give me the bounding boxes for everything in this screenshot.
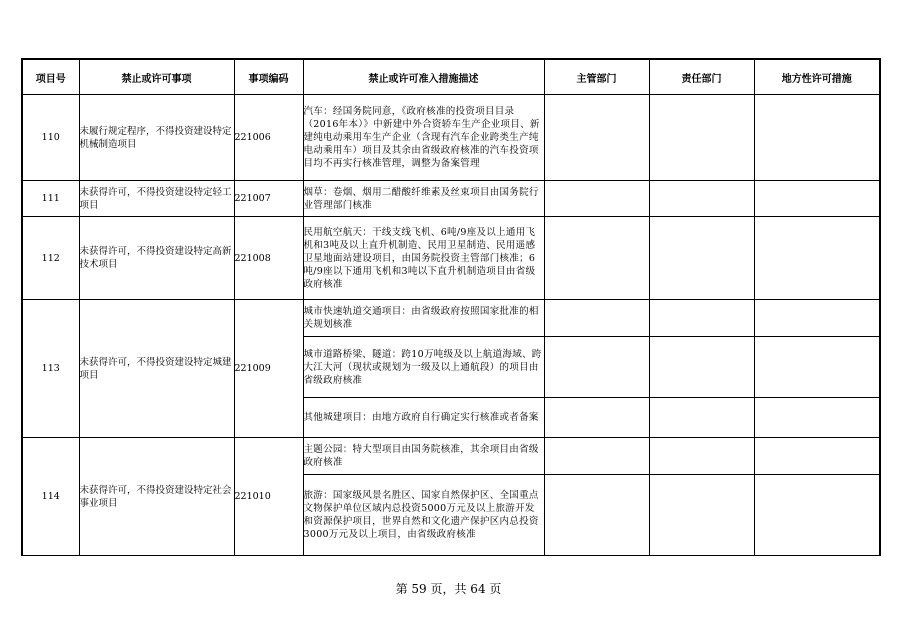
item-description: 旅游：国家级风景名胜区、国家自然保护区、全国重点文物保护单位区域内总投资5000万元及以上旅游开发和资源保护项目，世界自然和文化遗产保护区内总投资3000万元及以上项目，由省级政府核准 [303, 475, 544, 556]
responsible-dept-cell [649, 95, 754, 181]
table-row [22, 181, 880, 217]
responsible-dept-cell [649, 475, 754, 556]
responsible-dept-cell [649, 398, 754, 438]
table-row [22, 217, 880, 300]
competent-dept-cell [544, 475, 649, 556]
item-code: 221006 [234, 95, 303, 181]
competent-dept-cell [544, 95, 649, 181]
measures-table [21, 58, 881, 556]
header-item-number: 项目号 [22, 59, 79, 95]
header-description: 禁止或许可准入措施描述 [303, 59, 544, 95]
local-measures-cell [754, 337, 880, 398]
table-row [22, 300, 880, 337]
item-name: 未获得许可，不得投资建设特定高新技术项目 [79, 217, 234, 300]
competent-dept-cell [544, 337, 649, 398]
item-name: 未获得许可，不得投资建设特定城建项目 [79, 300, 234, 438]
item-number: 114 [22, 438, 79, 556]
header-row [22, 59, 880, 95]
table-row [22, 95, 880, 181]
item-code: 221008 [234, 217, 303, 300]
header-code: 事项编码 [234, 59, 303, 95]
local-measures-cell [754, 300, 880, 337]
local-measures-cell [754, 398, 880, 438]
responsible-dept-cell [649, 181, 754, 217]
item-description: 汽车：经国务院同意，《政府核准的投资项目目录（2016年本）》中新建中外合资轿车生产企业项目、新建纯电动乘用车生产企业（含现有汽车企业跨类生产纯电动乘用车）项目及其余由省级政府核准的汽车投资项目均不再实行核准管理，调整为备案管理 [303, 95, 544, 181]
item-number: 113 [22, 300, 79, 438]
header-responsible-dept: 责任部门 [649, 59, 754, 95]
item-description: 民用航空航天：干线支线飞机、6吨/9座及以上通用飞机和3吨及以上直升机制造、民用卫星制造、民用遥感卫星地面站建设项目，由国务院投资主管部门核准；6吨/9座以下通用飞机和3吨以下直升机制造项目由省级政府核准 [303, 217, 544, 300]
competent-dept-cell [544, 438, 649, 475]
local-measures-cell [754, 475, 880, 556]
header-item: 禁止或许可事项 [79, 59, 234, 95]
item-number: 111 [22, 181, 79, 217]
competent-dept-cell [544, 398, 649, 438]
item-code: 221009 [234, 300, 303, 438]
table-row [22, 438, 880, 475]
local-measures-cell [754, 217, 880, 300]
item-description: 主题公园：特大型项目由国务院核准，其余项目由省级政府核准 [303, 438, 544, 475]
competent-dept-cell [544, 181, 649, 217]
competent-dept-cell [544, 217, 649, 300]
local-measures-cell [754, 438, 880, 475]
header-competent-dept: 主管部门 [544, 59, 649, 95]
item-name: 未履行规定程序，不得投资建设特定机械制造项目 [79, 95, 234, 181]
item-description: 城市道路桥梁、隧道：跨10万吨级及以上航道海域、跨大江大河（现状或规划为一级及以上通航段）的项目由省级政府核准 [303, 337, 544, 398]
item-name: 未获得许可，不得投资建设特定轻工项目 [79, 181, 234, 217]
item-name: 未获得许可，不得投资建设特定社会事业项目 [79, 438, 234, 556]
competent-dept-cell [544, 300, 649, 337]
item-code: 221010 [234, 438, 303, 556]
local-measures-cell [754, 181, 880, 217]
item-description: 烟草：卷烟、烟用二醋酸纤维素及丝束项目由国务院行业管理部门核准 [303, 181, 544, 217]
header-local-measures: 地方性许可措施 [754, 59, 880, 95]
responsible-dept-cell [649, 217, 754, 300]
item-number: 112 [22, 217, 79, 300]
responsible-dept-cell [649, 300, 754, 337]
item-description: 城市快速轨道交通项目：由省级政府按照国家批准的相关规划核准 [303, 300, 544, 337]
responsible-dept-cell [649, 438, 754, 475]
responsible-dept-cell [649, 337, 754, 398]
item-code: 221007 [234, 181, 303, 217]
page-number: 第 59 页，共 64 页 [395, 582, 502, 596]
item-description: 其他城建项目：由地方政府自行确定实行核准或者备案 [303, 398, 544, 438]
local-measures-cell [754, 95, 880, 181]
item-number: 110 [22, 95, 79, 181]
